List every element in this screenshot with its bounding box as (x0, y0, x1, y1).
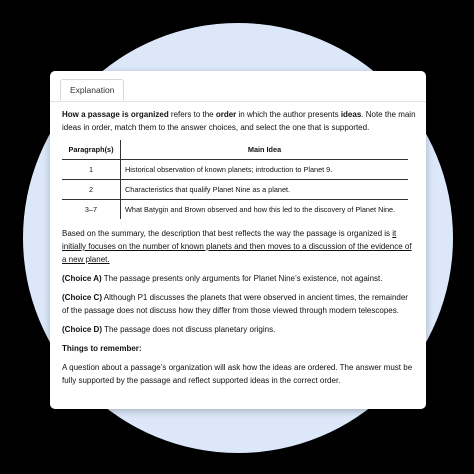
choice-a-text: The passage presents only arguments for Planet Nine’s existence, not against. (101, 274, 383, 283)
table-cell-main-idea: What Batygin and Brown observed and how this led to the discovery of Planet Nine. (125, 205, 396, 214)
explanation-panel (50, 71, 426, 409)
choice-c-text: Although P1 discusses the planets that were observed in ancient times, the remainder of the passage does not discuss how they differ from those viewed through modern telescopes. (62, 293, 408, 315)
correct-answer-text: it initially focuses on the number of known planets and then moves to a discussion of the evidence of a new planet. (62, 229, 412, 264)
table-cell-main-idea: Characteristics that qualify Planet Nine as a planet. (121, 180, 409, 200)
intro-paragraph (62, 108, 416, 134)
intro-text-2: in which the author presents (236, 110, 341, 119)
intro-text-1: refers to the (168, 110, 216, 119)
table-cell-paragraph: 2 (62, 180, 121, 200)
intro-text-3: . Note the main ideas in order, match them to the answer choices, and select the one that is supported. (62, 110, 416, 132)
main-idea-table (62, 140, 408, 219)
tab-explanation[interactable]: Explanation (60, 79, 124, 101)
table-row (62, 200, 408, 220)
table-row (62, 160, 408, 180)
intro-bold-1: How a passage is organized (62, 110, 169, 119)
table-cell-paragraph: 1 (62, 160, 121, 180)
summary-paragraph (62, 227, 416, 266)
choice-d-explanation (62, 323, 416, 336)
table-cell-paragraph: 3–7 (62, 200, 121, 220)
intro-bold-3: ideas (340, 110, 362, 119)
explanation-content (50, 102, 426, 387)
choice-d-label: (Choice D) (62, 325, 102, 334)
choice-a-label: (Choice A) (62, 274, 102, 283)
things-to-remember-heading: Things to remember: (62, 344, 142, 353)
things-to-remember-text: A question about a passage’s organization will ask how the ideas are ordered. The answer must be fully supported by the passage and reflect supported ideas in the correct order. (62, 363, 413, 385)
table-row (62, 180, 408, 200)
intro-bold-2: order (215, 110, 237, 119)
choice-a-explanation (62, 272, 416, 285)
choice-d-text: The passage does not discuss planetary origins. (102, 325, 276, 334)
table-cell-main-idea: Historical observation of known planets; introduction to Planet 9. (121, 160, 409, 180)
tab-bar (50, 71, 426, 102)
table-header-row (62, 140, 408, 160)
choice-c-explanation (62, 291, 416, 317)
column-header-paragraphs: Paragraph(s) (62, 140, 121, 160)
choice-c-label: (Choice C) (62, 293, 102, 302)
column-header-main-idea: Main Idea (121, 140, 409, 160)
summary-text: Based on the summary, the description that best reflects the way the passage is organized is (62, 229, 393, 238)
